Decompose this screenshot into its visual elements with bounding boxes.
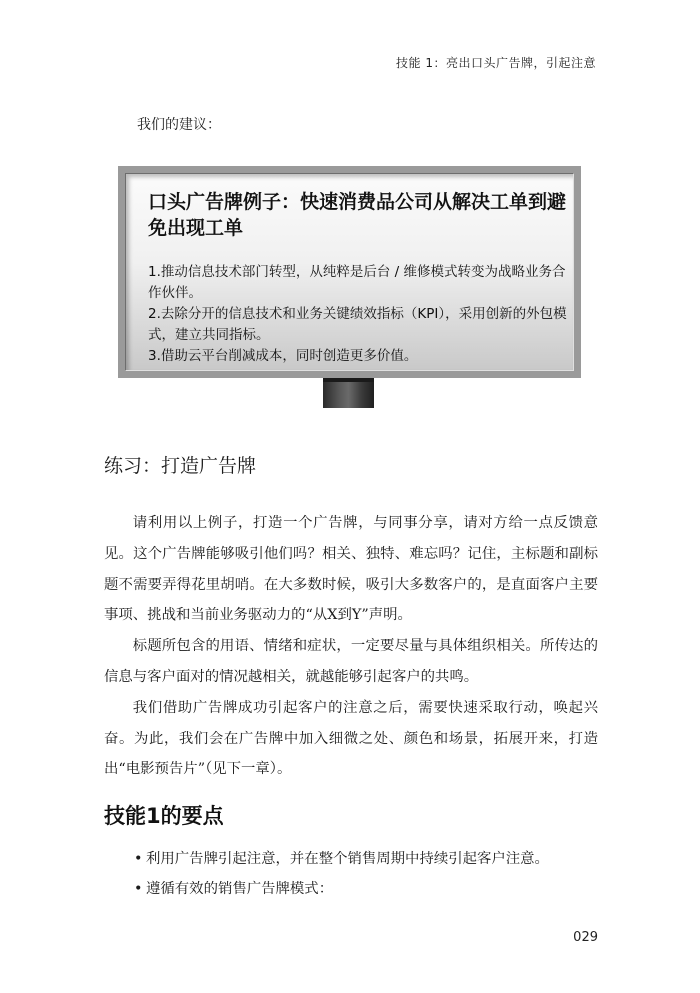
billboard-panel <box>125 173 574 371</box>
list-item <box>134 844 604 874</box>
paragraph: 标题所包含的用语、情绪和症状，一定要尽量与具体组织相关。所传达的信息与客户面对的情况越相关，就越能够引起客户的共鸣。 <box>104 638 598 685</box>
billboard-pole-cap <box>323 378 374 382</box>
billboard-list <box>148 262 568 367</box>
list-item-text: 遵循有效的销售广告牌模式： <box>146 881 334 897</box>
paragraph: 我们借助广告牌成功引起客户的注意之后，需要快速采取行动，唤起兴奋。为此，我们会在广告牌中加入细微之处、颜色和场景，拓展开来，打造出“电影预告片”（见下一章）。 <box>104 699 598 778</box>
billboard <box>118 166 581 378</box>
running-header: 技能 1：亮出口头广告牌，引起注意 <box>396 56 596 70</box>
paragraph: 请利用以上例子，打造一个广告牌，与同事分享，请对方给一点反馈意见。这个广告牌能够吸引他们吗？相关、独特、难忘吗？记住，主标题和副标题不需要弄得花里胡哨。在大多数时候，吸引大多数客户的，是直面客户主要事项、挑战和当前业务驱动力的“从X到Y”声明。 <box>104 515 598 624</box>
exercise-heading: 练习：打造广告牌 <box>104 455 257 477</box>
billboard-item: 1.推动信息技术部门转型，从纯粹是后台 / 维修模式转变为战略业务合作伙伴。 <box>148 264 566 301</box>
billboard-item: 2.去除分开的信息技术和业务关键绩效指标（KPI），采用创新的外包模式，建立共同指标。 <box>148 306 567 343</box>
intro-label: 我们的建议： <box>137 117 221 133</box>
bullet-icon: • <box>134 881 143 897</box>
billboard-pole <box>323 378 374 408</box>
exercise-body <box>104 508 598 785</box>
bullet-icon: • <box>134 851 143 867</box>
billboard-item: 3.借助云平台削减成本，同时创造更多价值。 <box>148 348 418 364</box>
list-item-text: 利用广告牌引起注意，并在整个销售周期中持续引起客户注意。 <box>146 851 549 867</box>
page-number: 029 <box>573 930 598 945</box>
key-points-heading: 技能1的要点 <box>104 804 224 828</box>
list-item <box>134 874 604 904</box>
key-points-list <box>134 844 604 904</box>
billboard-title: 口头广告牌例子：快速消费品公司从解决工单到避免出现工单 <box>148 191 567 239</box>
